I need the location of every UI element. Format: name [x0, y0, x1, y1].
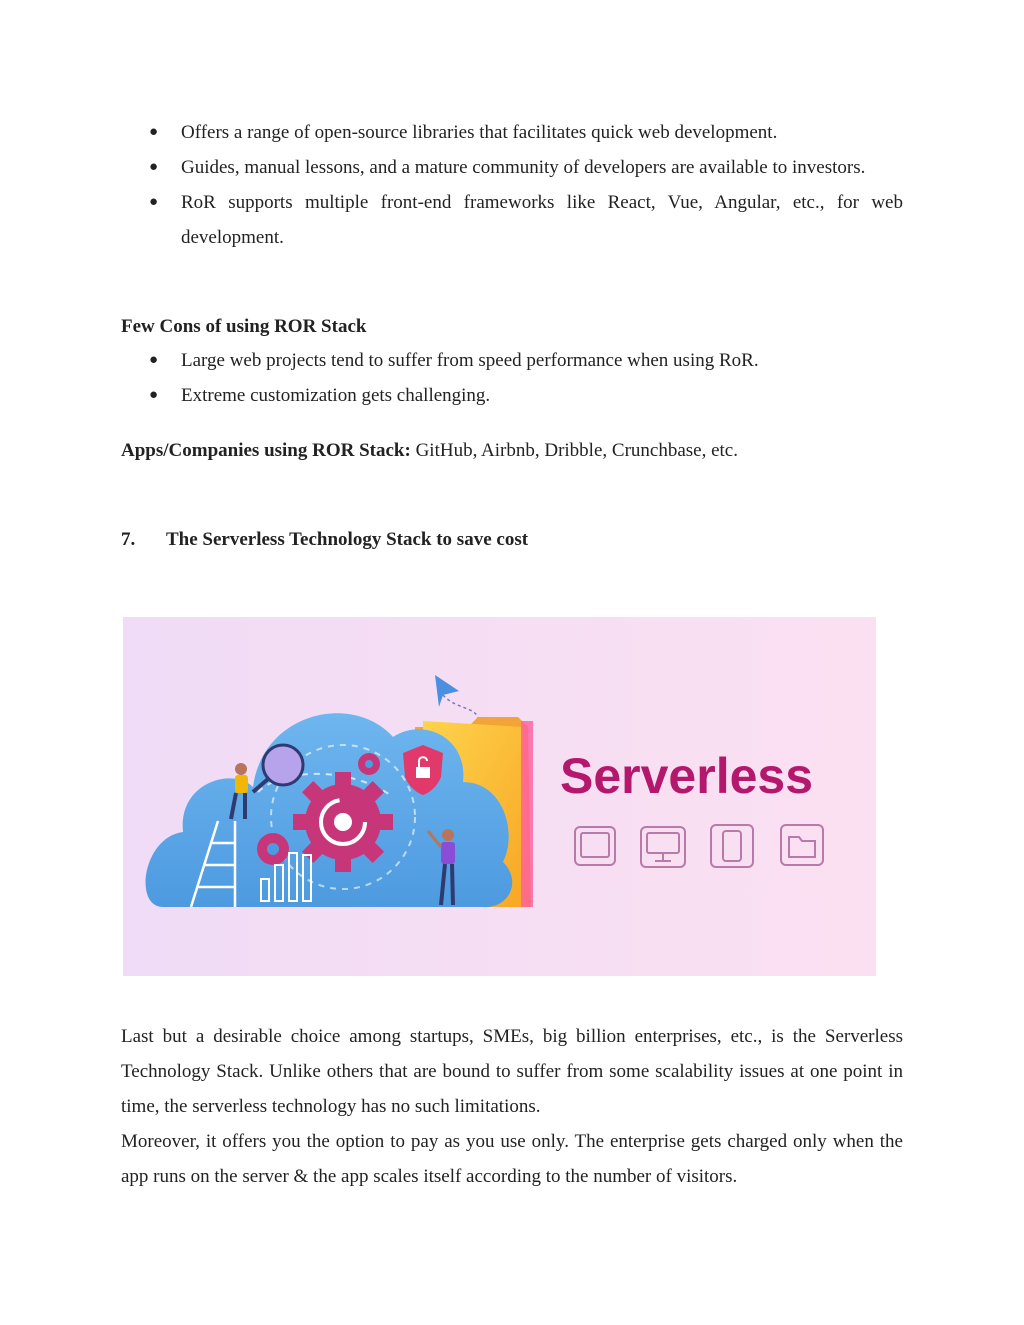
- list-item: [121, 343, 903, 378]
- bullet-icon: ●: [149, 124, 159, 140]
- list-item-text: Large web projects tend to suffer from speed performance when using RoR.: [181, 350, 759, 371]
- apps-value: GitHub, Airbnb, Dribble, Crunchbase, etc.: [410, 440, 738, 461]
- list-item-text: Extreme customization gets challenging.: [181, 385, 491, 406]
- section-number: 7.: [121, 529, 136, 550]
- small-gear-icon: [358, 753, 380, 775]
- serverless-word: Serverless: [560, 748, 814, 804]
- gear-icon: [293, 772, 393, 872]
- list-item-text: Guides, manual lessons, and a mature community of developers are available to investors.: [181, 157, 866, 178]
- body-paragraph: Moreover, it offers you the option to pay as you use only. The enterprise gets charged only when the app runs on the server & the app scales itself according to the number of visitors.: [121, 1131, 903, 1187]
- small-gear-icon: [257, 833, 289, 865]
- bullet-icon: ●: [149, 387, 159, 403]
- apps-line: [121, 433, 738, 468]
- closing-section: [121, 1019, 903, 1194]
- bullet-icon: ●: [149, 352, 159, 368]
- cons-heading: Few Cons of using ROR Stack: [121, 316, 367, 337]
- apps-label: Apps/Companies using ROR Stack:: [121, 440, 411, 461]
- section-title: The Serverless Technology Stack to save cost: [166, 529, 529, 550]
- list-item-text: RoR supports multiple front-end frameworks like React, Vue, Angular, etc., for web development.: [181, 192, 903, 248]
- bullet-icon: ●: [149, 159, 159, 175]
- list-item-text: Offers a range of open-source libraries that facilitates quick web development.: [181, 122, 778, 143]
- list-item: [121, 185, 903, 255]
- pros-list: [121, 115, 903, 255]
- body-paragraph: Last but a desirable choice among startups, SMEs, big billion enterprises, etc., is the Serverless Technology Stack. Unlike others that are bound to suffer from some scalability issues at one point in time, the serverless technology has no such limitations.: [121, 1026, 903, 1117]
- list-item: [121, 378, 903, 413]
- bullet-icon: ●: [149, 194, 159, 210]
- list-item: [121, 150, 903, 185]
- list-item: [121, 115, 903, 150]
- cons-list: [121, 343, 903, 413]
- serverless-illustration: [123, 617, 876, 976]
- section-heading: [121, 522, 528, 557]
